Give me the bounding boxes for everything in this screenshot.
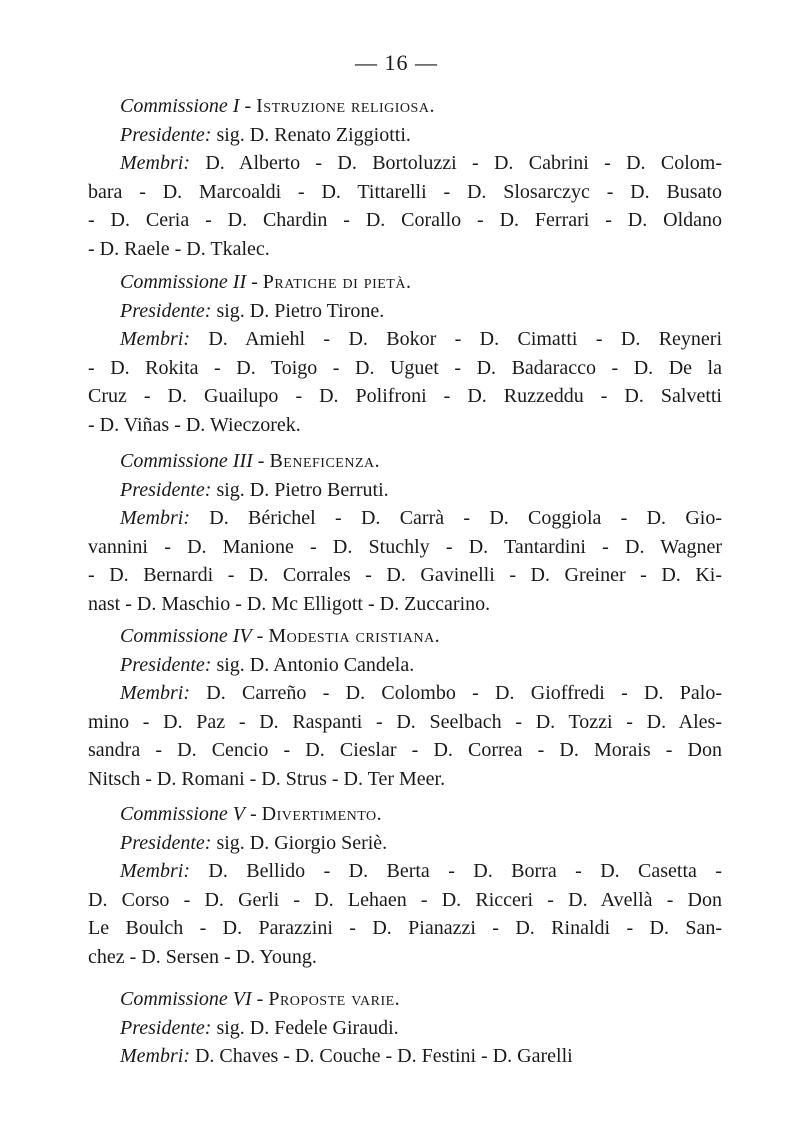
president-line <box>88 121 722 150</box>
members-line: Le Boulch - D. Parazzini - D. Pianazzi - D. Rinaldi - D. San- <box>88 917 722 939</box>
president-line <box>88 1014 722 1043</box>
president-line <box>88 651 722 680</box>
commission-heading <box>88 92 722 121</box>
members-block <box>88 857 722 971</box>
president-name: sig. D. Pietro Tirone. <box>211 299 385 322</box>
commission-name: Istruzione religiosa. <box>256 95 435 117</box>
commission-heading <box>88 447 722 476</box>
members-text: D. Bellido - D. Berta - D. Borra - D. Casetta - <box>189 860 722 882</box>
president-label: Presidente: <box>120 1016 212 1039</box>
president-name: sig. D. Antonio Candela. <box>211 653 415 676</box>
commission-label: Commissione VI <box>120 988 252 1010</box>
members-line: sandra - D. Cencio - D. Cieslar - D. Correa - D. Morais - Don <box>88 739 722 761</box>
members-text: D. Amiehl - D. Bokor - D. Cimatti - D. Reyneri <box>189 328 722 350</box>
president-label: Presidente: <box>120 478 212 501</box>
members-block <box>88 325 722 439</box>
president-label: Presidente: <box>120 299 212 322</box>
members-line: Nitsch - D. Romani - D. Strus - D. Ter Meer. <box>88 767 446 790</box>
commission-label: Commissione V <box>120 803 245 825</box>
president-line <box>88 297 722 326</box>
members-text: D. Alberto - D. Bortoluzzi - D. Cabrini - D. Colom- <box>189 152 722 174</box>
heading-separator: - <box>246 271 263 293</box>
heading-separator: - <box>245 803 262 825</box>
commission-name: Beneficenza. <box>269 450 381 472</box>
president-label: Presidente: <box>120 831 212 854</box>
commission-label: Commissione III <box>120 450 253 472</box>
members-line: Cruz - D. Guailupo - D. Polifroni - D. Ruzzeddu - D. Salvetti <box>88 385 722 407</box>
members-line <box>88 857 722 886</box>
members-text: D. Chaves - D. Couche - D. Festini - D. Garelli <box>189 1045 573 1067</box>
members-block <box>88 504 722 618</box>
heading-separator: - <box>251 988 269 1010</box>
members-line: - D. Ceria - D. Chardin - D. Corallo - D. Ferrari - D. Oldano <box>88 209 722 231</box>
commission-2 <box>88 268 722 439</box>
commission-heading <box>88 985 722 1014</box>
commission-heading <box>88 800 722 829</box>
members-block <box>88 679 722 793</box>
president-name: sig. D. Renato Ziggiotti. <box>211 123 411 146</box>
members-line <box>88 504 722 533</box>
president-name: sig. D. Pietro Berruti. <box>211 478 389 501</box>
members-line: mino - D. Paz - D. Raspanti - D. Seelbach - D. Tozzi - D. Ales- <box>88 710 722 733</box>
commission-5 <box>88 800 722 971</box>
members-line <box>88 1042 722 1071</box>
members-line: - D. Viñas - D. Wieczorek. <box>88 413 301 436</box>
commission-heading <box>88 622 722 651</box>
members-label: Membri: <box>120 152 190 174</box>
members-line: nast - D. Maschio - D. Mc Elligott - D. Zuccarino. <box>88 592 491 615</box>
commission-6 <box>88 985 722 1071</box>
page-number: — 16 — <box>355 50 438 75</box>
commission-heading <box>88 268 722 297</box>
members-line <box>88 679 722 708</box>
members-block <box>88 1042 722 1071</box>
members-line <box>88 325 722 354</box>
commission-4 <box>88 622 722 793</box>
heading-separator: - <box>252 450 270 472</box>
commission-name: Pratiche di pietà. <box>262 271 412 293</box>
members-line: chez - D. Sersen - D. Young. <box>88 945 317 968</box>
commission-1 <box>88 92 722 263</box>
members-line <box>88 149 722 178</box>
members-label: Membri: <box>120 507 190 529</box>
president-line <box>88 476 722 505</box>
heading-separator: - <box>251 625 269 647</box>
president-name: sig. D. Giorgio Seriè. <box>211 831 388 854</box>
commission-name: Divertimento. <box>261 803 383 825</box>
members-line: - D. Raele - D. Tkalec. <box>88 237 270 260</box>
commission-label: Commissione II <box>120 271 247 293</box>
heading-separator: - <box>239 95 257 117</box>
members-block <box>88 149 722 263</box>
members-text: D. Carreño - D. Colombo - D. Gioffredi - D. Palo- <box>189 682 722 704</box>
members-line: bara - D. Marcoaldi - D. Tittarelli - D. Slosarczyc - D. Busato <box>88 180 722 203</box>
members-text: D. Bérichel - D. Carrà - D. Coggiola - D. Gio- <box>189 507 722 529</box>
commission-name: Proposte varie. <box>268 988 401 1010</box>
members-label: Membri: <box>120 860 190 882</box>
president-label: Presidente: <box>120 123 212 146</box>
commission-label: Commissione IV <box>120 625 252 647</box>
members-label: Membri: <box>120 682 190 704</box>
members-line: - D. Rokita - D. Toigo - D. Uguet - D. Badaracco - D. De la <box>88 356 722 379</box>
president-line <box>88 829 722 858</box>
members-line: vannini - D. Manione - D. Stuchly - D. Tantardini - D. Wagner <box>88 535 722 558</box>
president-label: Presidente: <box>120 653 212 676</box>
members-label: Membri: <box>120 328 190 350</box>
commission-name: Modestia cristiana. <box>268 625 441 647</box>
members-line: D. Corso - D. Gerli - D. Lehaen - D. Ricceri - D. Avellà - Don <box>88 888 722 911</box>
members-label: Membri: <box>120 1045 190 1067</box>
president-name: sig. D. Fedele Giraudi. <box>211 1016 399 1039</box>
commission-3 <box>88 447 722 618</box>
members-line: - D. Bernardi - D. Corrales - D. Gavinelli - D. Greiner - D. Ki- <box>88 564 722 586</box>
commission-label: Commissione I <box>120 95 240 117</box>
